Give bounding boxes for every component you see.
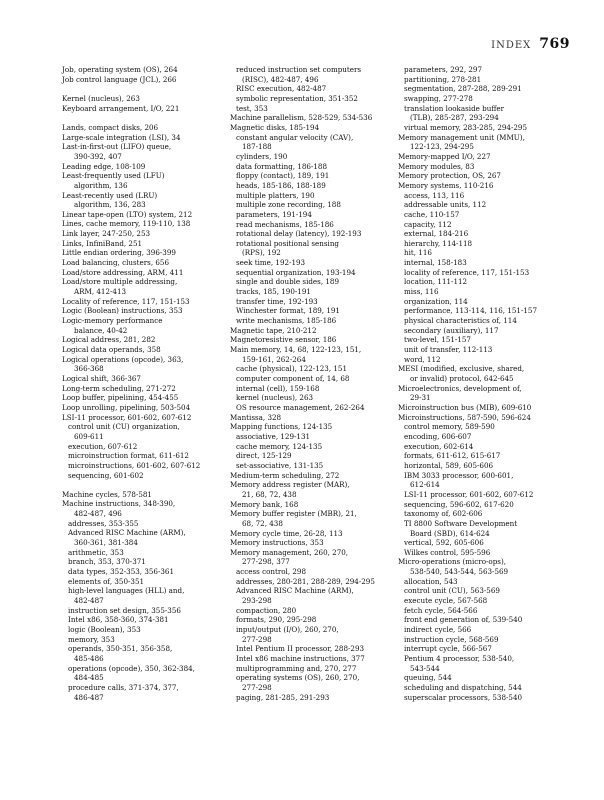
index-subentry: OS resource management, 262-264 (236, 402, 365, 412)
index-subentry: set-associative, 131-135 (236, 460, 324, 470)
index-subentry: access, 113, 116 (404, 190, 465, 200)
index-column-2 (230, 65, 390, 702)
index-subentry: segmentation, 287-288, 289-291 (404, 84, 522, 94)
index-subentry: memory, 353 (68, 634, 115, 644)
index-subentry: parameters, 191-194 (236, 209, 312, 219)
index-entry: Logical data operands, 358 (62, 345, 161, 354)
index-entry: Loop buffer, pipelining, 454-455 (62, 393, 179, 403)
index-subentry: partitioning, 278-281 (404, 74, 482, 84)
index-subentry: miss, 116 (404, 287, 439, 297)
index-column-1 (62, 65, 222, 702)
index-subentry: direct, 125-129 (236, 451, 292, 461)
index-subentry: input/output (I/O), 260, 270, (236, 625, 339, 635)
index-subentry: queuing, 544 (404, 673, 452, 683)
index-subentry: rotational delay (latency), 192-193 (236, 229, 362, 239)
page-number: 769 (539, 36, 570, 52)
index-entry: Medium-term scheduling, 272 (230, 470, 340, 480)
index-subentry: RISC execution, 482-487 (236, 84, 327, 94)
index-subentry: multiple platters, 190 (236, 190, 315, 200)
index-entry: Load/store addressing, ARM, 411 (62, 267, 184, 277)
index-entry: Microinstructions, 587-590, 596-624 (398, 412, 531, 422)
index-subentry: Intel Pentium II processor, 288-293 (236, 644, 365, 654)
running-head: INDEX (491, 40, 532, 51)
index-subentry: sequencing, 596-602, 617-620 (404, 499, 514, 509)
index-subentry: control unit (CU), 563-569 (404, 586, 500, 596)
index-entry-continuation: (RPS), 192 (242, 248, 281, 258)
index-subentry: fetch cycle, 564-566 (404, 605, 478, 615)
index-entry: Mapping functions, 124-135 (230, 422, 333, 432)
index-subentry: control memory, 589-590 (404, 422, 495, 432)
index-entry-continuation: 29-31 (410, 393, 431, 403)
index-subentry: Advanced RISC Machine (ARM), (236, 586, 354, 596)
index-entry: Least-recently used (LRU) (62, 190, 158, 200)
index-subentry: procedure calls, 371-374, 377, (68, 682, 179, 692)
index-subentry: LSI-11 processor, 601-602, 607-612 (404, 489, 534, 499)
index-entry: Links, InfiniBand, 251 (62, 238, 143, 248)
index-entry-continuation: 482-487 (74, 596, 104, 606)
index-subentry: addressable units, 112 (404, 200, 487, 210)
index-entry: Load balancing, clusters, 656 (62, 258, 169, 268)
index-subentry: translation lookaside buffer (404, 103, 505, 113)
index-entry: Keyboard arrangement, I/O, 221 (62, 103, 180, 113)
index-entry: Loop unrolling, pipelining, 503-504 (62, 402, 191, 412)
index-entry-continuation: or invalid) protocol, 642-645 (410, 374, 514, 383)
index-subentry: execute cycle, 567-568 (404, 596, 488, 606)
index-subentry: internal (cell), 159-168 (236, 383, 320, 393)
index-entry: Memory address register (MAR), (230, 480, 350, 490)
index-entry: Memory bank, 168 (230, 499, 299, 509)
index-subentry: superscalar processors, 538-540 (404, 692, 523, 702)
index-entry: Magnetoresistive sensor, 186 (230, 335, 337, 345)
index-entry: Kernel (nucleus), 263 (62, 93, 140, 103)
index-entry: Memory protection, OS, 267 (398, 171, 501, 181)
index-subentry: test, 353 (236, 103, 268, 113)
index-subentry: swapping, 277-278 (404, 93, 473, 103)
index-entry-continuation: balance, 40-42 (74, 325, 128, 335)
index-subentry: read mechanisms, 185-186 (236, 219, 334, 229)
index-subentry: transfer time, 192-193 (236, 296, 318, 306)
index-entry: Memory instructions, 353 (230, 538, 324, 548)
index-subentry: cache, 110-157 (404, 209, 460, 219)
index-subentry: single and double sides, 189 (236, 277, 339, 287)
index-subentry: tracks, 185, 190-191 (236, 287, 311, 297)
index-entry-continuation: algorithm, 136, 283 (74, 200, 146, 210)
index-entry-continuation: 122-123, 294-295 (410, 142, 474, 152)
index-entry: Memory management unit (MMU), (398, 132, 525, 142)
index-subentry: performance, 113-114, 116, 151-157 (404, 306, 538, 316)
index-subentry: associative, 129-131 (236, 431, 311, 441)
index-subentry: operating systems (OS), 260, 270, (236, 673, 360, 683)
index-subentry: encoding, 606-607 (404, 431, 472, 441)
index-entry: Load/store multiple addressing, (62, 277, 178, 287)
index-entry: Micro-operations (micro-ops), (398, 557, 507, 567)
index-subentry: instruction cycle, 568-569 (404, 634, 499, 644)
index-entry: Last-in-first-out (LIFO) queue, (62, 142, 172, 152)
index-entry: MESI (modified, exclusive, shared, (398, 364, 525, 374)
index-entry-continuation: 482-487, 496 (74, 509, 122, 519)
index-subentry: cylinders, 190 (236, 151, 288, 161)
index-entry-continuation: Board (SBD), 614-624 (410, 528, 490, 538)
letter-group-gap (62, 84, 222, 94)
index-subentry: high-level languages (HLL) and, (68, 586, 185, 596)
index-subentry: Advanced RISC Machine (ARM), (68, 528, 186, 538)
index-subentry: kernel (nucleus), 263 (236, 393, 314, 403)
index-subentry: cache (physical), 122-123, 151 (236, 364, 347, 374)
index-entry: Large-scale integration (LSI), 34 (62, 132, 181, 142)
index-entry: Leading edge, 108-109 (62, 161, 146, 171)
index-subentry: logic (Boolean), 353 (68, 625, 141, 635)
index-subentry: unit of transfer, 112-113 (404, 345, 493, 355)
index-subentry: symbolic representation, 351-352 (236, 93, 358, 103)
index-subentry: sequencing, 601-602 (68, 470, 144, 480)
index-subentry: instruction set design, 355-356 (68, 605, 181, 615)
index-entry: Magnetic tape, 210-212 (230, 325, 317, 335)
index-subentry: hierarchy, 114-118 (404, 238, 473, 248)
index-entry: Memory systems, 110-216 (398, 180, 494, 190)
index-subentry: vertical, 592, 605-606 (404, 538, 484, 548)
index-entry: Memory cycle time, 26-28, 113 (230, 528, 343, 538)
index-subentry: addresses, 280-281, 288-289, 294-295 (236, 576, 375, 586)
index-subentry: microinstruction format, 611-612 (68, 451, 189, 461)
index-entry: Memory modules, 83 (398, 161, 475, 171)
index-entry-continuation: 277-298 (242, 683, 272, 692)
index-subentry: arithmetic, 353 (68, 547, 124, 557)
index-entry-continuation: (RISC), 482-487, 496 (242, 74, 319, 84)
index-entry: Little endian ordering, 396-399 (62, 248, 176, 258)
index-entry: Magnetic disks, 185-194 (230, 122, 320, 132)
index-subentry: formats, 290, 295-298 (236, 615, 317, 625)
index-entry-continuation: 360-361, 381-384 (74, 538, 138, 548)
index-entry: Logical address, 281, 282 (62, 335, 156, 345)
index-entry: Lands, compact disks, 206 (62, 122, 159, 132)
index-subentry: formats, 611-612, 615-617 (404, 451, 501, 461)
index-subentry: Intel x86 machine instructions, 377 (236, 654, 365, 664)
index-subentry: TI 8800 Software Development (404, 518, 518, 528)
index-subentry: multiprogramming and, 270, 277 (236, 663, 357, 673)
index-entry: Microinstruction bus (MIB), 609-610 (398, 402, 532, 412)
index-entry: Machine cycles, 578-581 (62, 489, 152, 499)
index-entry: Memory buffer register (MBR), 21, (230, 509, 357, 519)
index-subentry: operations (opcode), 350, 362-384, (68, 663, 195, 673)
index-subentry: Wilkes control, 595-596 (404, 547, 491, 557)
index-subentry: rotational positional sensing (236, 238, 339, 248)
index-subentry: taxonomy of, 602-606 (404, 509, 483, 519)
letter-group-gap (62, 113, 222, 123)
index-subentry: elements of, 350-351 (68, 576, 145, 586)
index-subentry: Winchester format, 189, 191 (236, 306, 340, 316)
index-subentry: interrupt cycle, 566-567 (404, 644, 492, 654)
index-subentry: front end generation of, 539-540 (404, 615, 523, 625)
index-subentry: parameters, 292, 297 (404, 65, 483, 74)
index-subentry: virtual memory, 283-285, 294-295 (404, 122, 527, 132)
index-entry: Memory management, 260, 270, (230, 547, 349, 557)
index-subentry: computer component of, 14, 68 (236, 374, 350, 383)
index-entry: Memory-mapped I/O, 227 (398, 151, 491, 161)
index-subentry: allocation, 543 (404, 576, 458, 586)
index-subentry: execution, 602-614 (404, 441, 474, 451)
index-subentry: control unit (CU) organization, (68, 422, 180, 432)
index-entry: Logic-memory performance (62, 316, 163, 326)
index-subentry: hit, 116 (404, 248, 432, 258)
index-subentry: two-level, 151-157 (404, 335, 471, 345)
index-entry: Logical operations (opcode), 363, (62, 354, 184, 364)
index-entry-continuation: 538-540, 543-544, 563-569 (410, 567, 509, 577)
index-entry: Link layer, 247-250, 253 (62, 229, 151, 239)
index-entry-continuation: 486-487 (74, 692, 104, 702)
index-subentry: paging, 281-285, 291-293 (236, 692, 330, 702)
index-entry-continuation: 543-544 (410, 663, 440, 673)
index-subentry: reduced instruction set computers (236, 65, 362, 74)
index-entry-continuation: 277-298, 377 (242, 557, 290, 567)
index-column-3 (398, 65, 558, 702)
index-entry: Least-frequently used (LFU) (62, 171, 165, 181)
index-subentry: access control, 298 (236, 567, 307, 577)
index-entry: Linear tape-open (LTO) system, 212 (62, 209, 193, 219)
index-entry-continuation: algorithm, 136 (74, 180, 128, 190)
index-subentry: sequential organization, 193-194 (236, 267, 356, 277)
index-subentry: secondary (auxiliary), 117 (404, 325, 499, 335)
index-subentry: organization, 114 (404, 296, 468, 306)
index-entry: LSI-11 processor, 601-602, 607-612 (62, 412, 192, 422)
index-entry: Machine parallelism, 528-529, 534-536 (230, 113, 373, 123)
index-subentry: write mechanisms, 185-186 (236, 316, 337, 326)
index-entry: Mantissa, 328 (230, 412, 282, 422)
index-subentry: cache memory, 124-135 (236, 441, 323, 451)
index-entry-continuation: 159-161, 262-264 (242, 354, 306, 364)
index-entry-continuation: ARM, 412-413 (74, 287, 127, 297)
index-entry-continuation: 609-611 (74, 431, 104, 441)
index-subentry: physical characteristics of, 114 (404, 316, 517, 326)
index-subentry: word, 112 (404, 354, 441, 364)
index-subentry: multiple zone recording, 188 (236, 200, 341, 210)
index-subentry: IBM 3033 processor, 600-601, (404, 470, 514, 480)
index-entry: Locality of reference, 117, 151-153 (62, 296, 190, 306)
index-subentry: Intel x86, 358-360, 374-381 (68, 615, 169, 625)
index-entry-continuation: 390-392, 407 (74, 151, 122, 161)
index-entry-continuation: (TLB), 285-287, 293-294 (410, 113, 499, 123)
index-subentry: locality of reference, 117, 151-153 (404, 267, 530, 277)
letter-group-gap (62, 480, 222, 490)
index-subentry: location, 111-112 (404, 277, 468, 287)
index-subentry: data types, 352-353, 356-361 (68, 567, 175, 577)
index-subentry: horizontal, 589, 605-606 (404, 460, 494, 470)
index-subentry: scheduling and dispatching, 544 (404, 683, 522, 692)
index-subentry: microinstructions, 601-602, 607-612 (68, 460, 201, 470)
index-entry-continuation: 484-485 (74, 673, 104, 683)
index-entry: Machine instructions, 348-390, (62, 499, 176, 509)
index-entry: Logic (Boolean) instructions, 353 (62, 306, 183, 316)
index-entry-continuation: 293-298 (242, 596, 272, 606)
index-subentry: branch, 353, 370-371 (68, 557, 146, 567)
index-entry-continuation: 277-298 (242, 634, 272, 644)
index-subentry: external, 184-216 (404, 229, 469, 239)
index-entry: Long-term scheduling, 271-272 (62, 383, 176, 393)
index-subentry: capacity, 112 (404, 219, 452, 229)
page-header (491, 36, 570, 52)
index-entry-continuation: 485-486 (74, 653, 104, 663)
index-subentry: data formatting, 186-188 (236, 161, 328, 171)
index-subentry: floppy (contact), 189, 191 (236, 171, 330, 181)
index-entry-continuation: 612-614 (410, 480, 440, 490)
index-entry-continuation: 68, 72, 438 (242, 518, 283, 528)
index-subentry: indirect cycle, 566 (404, 625, 472, 635)
index-subentry: constant angular velocity (CAV), (236, 132, 354, 142)
index-entry: Job, operating system (OS), 264 (62, 65, 178, 74)
index-subentry: operands, 350-351, 356-358, (68, 644, 173, 654)
index-entry: Main memory, 14, 68, 122-123, 151, (230, 345, 362, 355)
index-entry: Job control language (JCL), 266 (62, 74, 177, 84)
index-subentry: addresses, 353-355 (68, 518, 139, 528)
index-entry-continuation: 366-368 (74, 364, 104, 374)
index-subentry: internal, 158-183 (404, 258, 467, 268)
index-entry: Logical shift, 366-367 (62, 373, 141, 383)
index-subentry: heads, 185-186, 188-189 (236, 180, 326, 190)
index-subentry: Pentium 4 processor, 538-540, (404, 654, 515, 664)
index-subentry: seek time, 192-193 (236, 258, 306, 268)
index-entry: Lines, cache memory, 119-110, 138 (62, 219, 191, 229)
index-subentry: execution, 607-612 (68, 441, 138, 451)
index-entry-continuation: 187-188 (242, 142, 272, 152)
index-entry-continuation: 21, 68, 72, 438 (242, 489, 297, 499)
index-subentry: compaction, 280 (236, 605, 297, 615)
index-entry: Microelectronics, development of, (398, 383, 522, 393)
